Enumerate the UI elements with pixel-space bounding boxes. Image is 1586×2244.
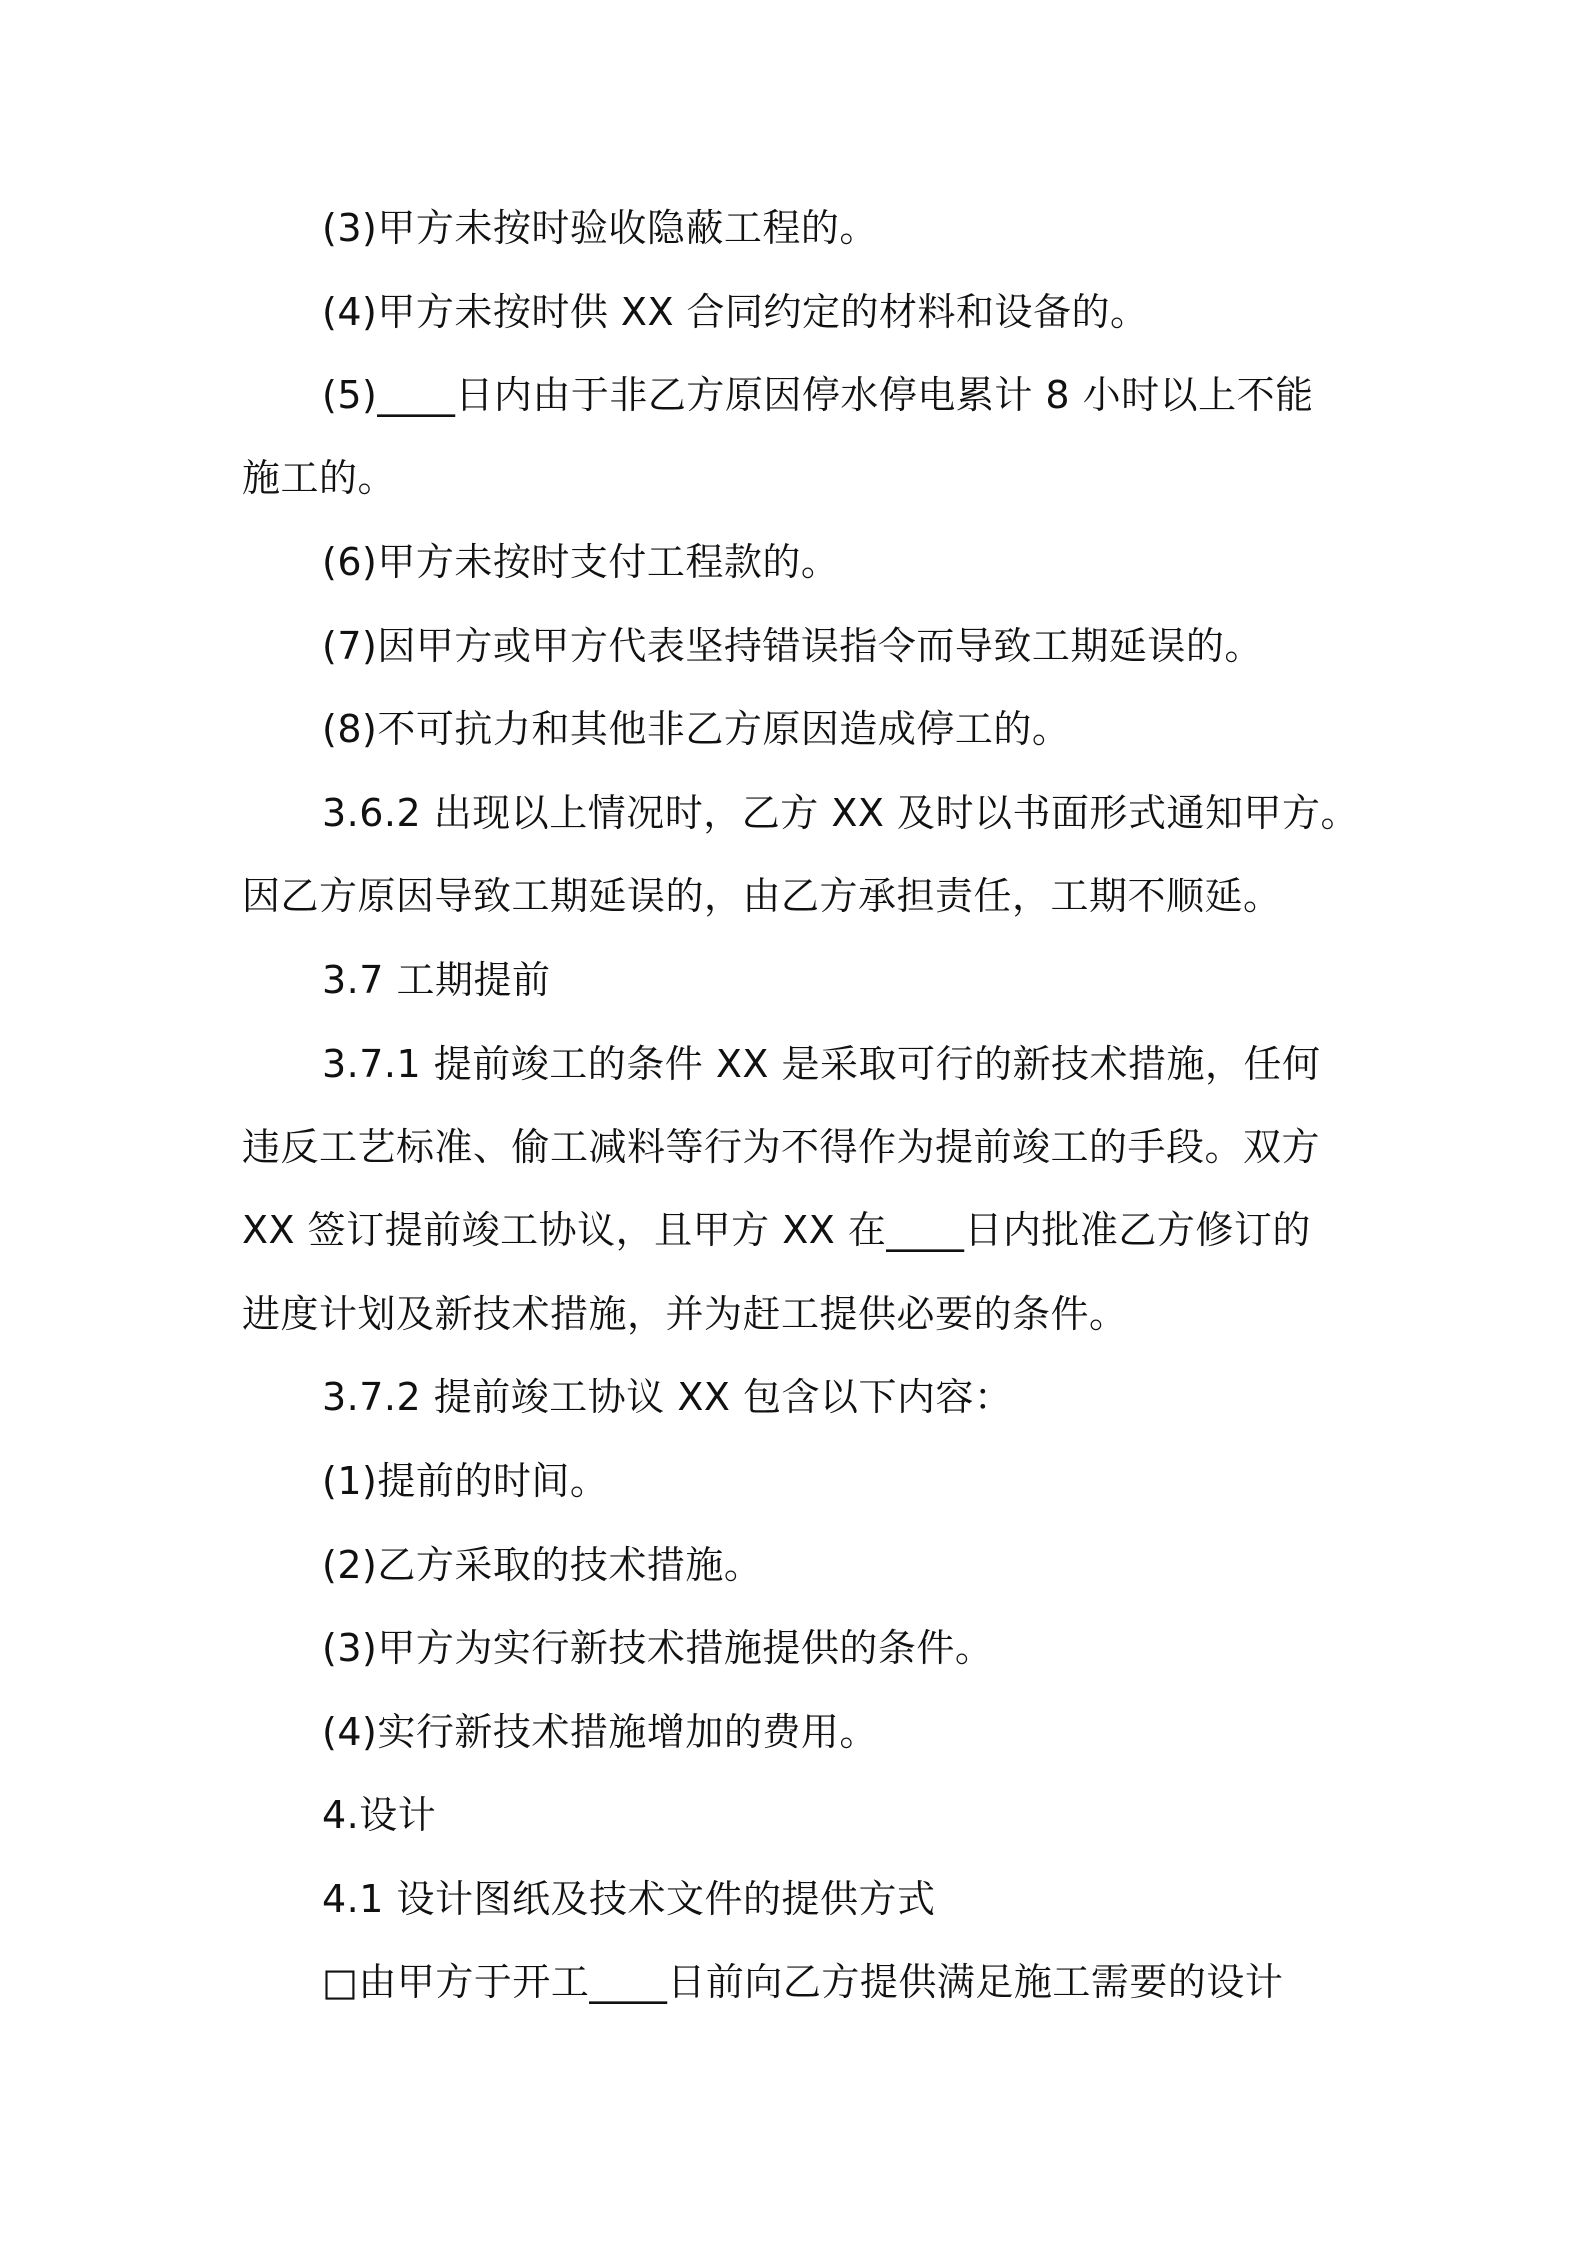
list-item: (1)提前的时间。 [322, 1459, 609, 1503]
list-item: (2)乙方采取的技术措施。 [322, 1543, 763, 1587]
paragraph-line: 违反工艺标准、偷工减料等行为不得作为提前竣工的手段。双方 [242, 1125, 1321, 1169]
paragraph-line: (4)甲方未按时供 XX 合同约定的材料和设备的。 [322, 290, 1149, 334]
paragraph-line: (7)因甲方或甲方代表坚持错误指令而导致工期延误的。 [322, 624, 1263, 668]
paragraph-line: (8)不可抗力和其他非乙方原因造成停工的。 [322, 707, 1071, 751]
section-heading: 4.1 设计图纸及技术文件的提供方式 [322, 1877, 936, 1921]
paragraph-line: 3.7.2 提前竣工协议 XX 包含以下内容： [322, 1375, 1013, 1419]
paragraph-line: 进度计划及新技术措施，并为赶工提供必要的条件。 [242, 1292, 1128, 1336]
paragraph-line: 施工的。 [242, 456, 397, 500]
paragraph-line: 3.7.1 提前竣工的条件 XX 是采取可行的新技术措施，任何 [322, 1042, 1321, 1086]
section-heading: 4.设计 [322, 1793, 437, 1837]
paragraph-line: 3.6.2 出现以上情况时，乙方 XX 及时以书面形式通知甲方。 [322, 791, 1359, 835]
list-item: (3)甲方为实行新技术措施提供的条件。 [322, 1626, 994, 1670]
paragraph-line: (5)____日内由于非乙方原因停水停电累计 8 小时以上不能 [322, 373, 1314, 417]
paragraph-line: XX 签订提前竣工协议，且甲方 XX 在____日内批准乙方修订的 [242, 1208, 1311, 1252]
paragraph-line: (3)甲方未按时验收隐蔽工程的。 [322, 206, 878, 250]
paragraph-line: 因乙方原因导致工期延误的，由乙方承担责任，工期不顺延。 [242, 874, 1282, 918]
paragraph-line: (6)甲方未按时支付工程款的。 [322, 540, 840, 584]
checkbox-option-line: □由甲方于开工____日前向乙方提供满足施工需要的设计 [322, 1960, 1284, 2004]
section-heading: 3.7 工期提前 [322, 958, 551, 1002]
list-item: (4)实行新技术措施增加的费用。 [322, 1710, 878, 1754]
